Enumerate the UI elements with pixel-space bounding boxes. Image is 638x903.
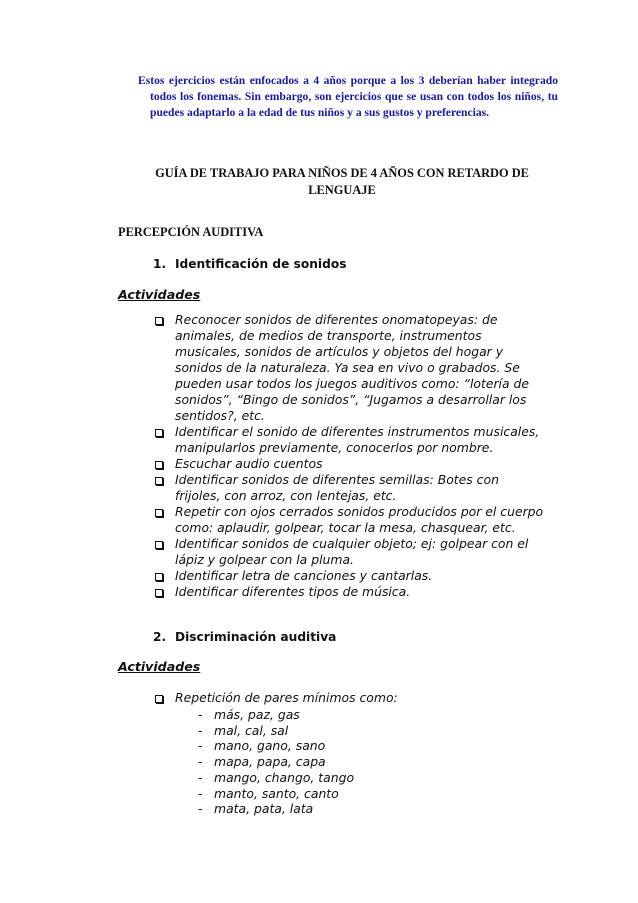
checkbox-bullet-icon bbox=[155, 589, 163, 597]
intro-paragraph: Estos ejercicios están enfocados a 4 años porque a los 3 deberían haber integrado todos los fonemas. Sin embargo, son ejercicios que se usan con todos los niños, tu puedes adaptarlo a la edad de tus niños y a sus gustos y preferencias. bbox=[138, 74, 558, 119]
list-item: - mapa, papa, capa bbox=[198, 754, 326, 770]
list-item: Reconocer sonidos de diferentes onomatopeyas: de animales, de medios de transporte, instrumentos musicales, sonidos de artículos y objetos del hogar y sonidos de la naturaleza. Ya sea en vivo o grabados. Se pueden usar todos los juegos auditivos como: “lotería de sonidos”, “Bingo de sonidos”, “Jugamos a desarrollar los sentidos?, etc. bbox=[153, 312, 548, 424]
list-item: Identificar el sonido de diferentes instrumentos musicales, manipularlos previamente, conocerlos por nombre. bbox=[153, 424, 548, 456]
list-item: - mal, cal, sal bbox=[198, 722, 289, 738]
activities-list-2 bbox=[153, 690, 548, 706]
activities-list-1 bbox=[153, 312, 548, 600]
checkbox-bullet-icon bbox=[155, 695, 163, 703]
checkbox-bullet-icon bbox=[155, 429, 163, 437]
title-line-1: GUÍA DE TRABAJO PARA NIÑOS DE 4 AÑOS CON RETARDO DE bbox=[155, 166, 529, 180]
list-item: Identificar sonidos de cualquier objeto; ej: golpear con el lápiz y golpear con la pluma. bbox=[153, 536, 548, 568]
list-item: Identificar letra de canciones y cantarlas. bbox=[153, 568, 548, 584]
checkbox-bullet-icon bbox=[155, 573, 163, 581]
checkbox-bullet-icon bbox=[155, 541, 163, 549]
subsection-label: Discriminación auditiva bbox=[175, 630, 337, 644]
list-item: - mango, chango, tango bbox=[198, 769, 355, 785]
checkbox-bullet-icon bbox=[155, 317, 163, 325]
subsection-number: 1. bbox=[153, 257, 167, 271]
list-item: Repetición de pares mínimos como: bbox=[153, 690, 548, 706]
subsection-label: Identificación de sonidos bbox=[175, 257, 347, 271]
list-item: Escuchar audio cuentos bbox=[153, 456, 548, 472]
subsection-heading-1 bbox=[153, 257, 346, 271]
minimal-pairs-list bbox=[198, 707, 354, 817]
list-item: Identificar diferentes tipos de música. bbox=[153, 584, 548, 600]
activities-label-2: Actividades bbox=[118, 659, 201, 674]
activities-label-1: Actividades bbox=[118, 287, 201, 302]
checkbox-bullet-icon bbox=[155, 477, 163, 485]
title-line-2: LENGUAJE bbox=[308, 183, 376, 197]
checkbox-bullet-icon bbox=[155, 461, 163, 469]
document-title bbox=[138, 165, 546, 199]
list-item: - más, paz, gas bbox=[198, 707, 300, 722]
list-item: - manto, santo, canto bbox=[198, 785, 339, 801]
list-item: Repetir con ojos cerrados sonidos producidos por el cuerpo como: aplaudir, golpear, tocar la mesa, chasquear, etc. bbox=[153, 504, 548, 536]
list-item: - mano, gano, sano bbox=[198, 738, 326, 754]
list-item: Identificar sonidos de diferentes semillas: Botes con frijoles, con arroz, con lentejas, etc. bbox=[153, 472, 548, 504]
list-item: - mata, pata, lata bbox=[198, 801, 314, 817]
subsection-heading-2 bbox=[153, 630, 336, 644]
checkbox-bullet-icon bbox=[155, 509, 163, 517]
subsection-number: 2. bbox=[153, 630, 167, 644]
section-heading: PERCEPCIÓN AUDITIVA bbox=[118, 225, 264, 239]
